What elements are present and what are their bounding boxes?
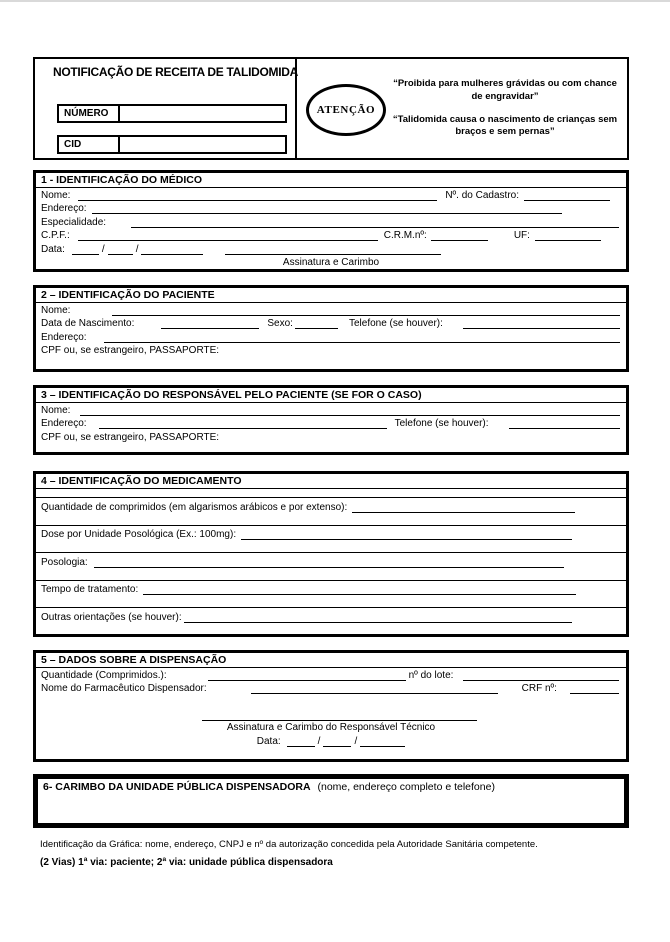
medicamento-row-dose (36, 526, 626, 554)
dispensacao-lote-label: nº do lote: (408, 669, 454, 681)
medico-crm-line[interactable] (431, 240, 488, 241)
dispensacao-data-mes-line[interactable] (323, 746, 351, 747)
section-medicamento (33, 471, 629, 637)
medicamento-dose-label: Dose por Unidade Posológica (Ex.: 100mg): (41, 529, 237, 541)
numero-value-cell[interactable] (120, 106, 285, 121)
medico-row-nome (36, 188, 626, 202)
date-separator: / (317, 735, 321, 747)
dispensacao-data-label: Data: (256, 735, 281, 747)
dispensacao-row-farmaceutico (36, 682, 626, 696)
responsavel-row-cpf (36, 430, 626, 444)
medicamento-posologia-label: Posologia: (41, 556, 88, 568)
medicamento-outras-line[interactable] (184, 622, 572, 623)
carimbo-title-normal: (nome, endereço completo e telefone) (317, 781, 495, 793)
medicamento-posologia-line[interactable] (94, 567, 564, 568)
paciente-row-nascimento (36, 317, 626, 331)
paciente-nascimento-line[interactable] (161, 328, 259, 329)
section-carimbo-title (38, 779, 624, 793)
warning-children: “Talidomida causa o nascimento de crianças sem braços e sem pernas” (392, 114, 618, 138)
footer-grafica-note: Identificação da Gráfica: nome, endereço, CNPJ e nº da autorização concedida pela Autoridade Sanitária competente. (40, 839, 538, 850)
paciente-nome-line[interactable] (112, 315, 620, 316)
warning-pregnancy: “Proibida para mulheres grávidas ou com chance de engravidar” (393, 78, 617, 102)
section-carimbo (33, 774, 629, 828)
numero-label: NÚMERO (59, 106, 120, 121)
medicamento-tempo-line[interactable] (143, 594, 576, 595)
medicamento-row-posologia (36, 553, 626, 581)
medico-row-especialidade (36, 215, 626, 229)
medico-uf-line[interactable] (535, 240, 601, 241)
medico-crm-label: C.R.M.nº: (383, 230, 427, 241)
medicamento-outras-label: Outras orientações (se houver): (41, 611, 182, 623)
header-right-cell (297, 59, 627, 158)
medico-uf-label: UF: (513, 230, 530, 241)
medico-data-mes-line[interactable] (108, 254, 133, 255)
medico-cpf-label: C.P.F.: (41, 230, 70, 241)
paciente-sexo-line[interactable] (295, 328, 338, 329)
medico-cadastro-line[interactable] (524, 200, 610, 201)
responsavel-nome-label: Nome: (41, 404, 71, 416)
dispensacao-assinatura-caption: Assinatura e Carimbo do Responsável Técnico (226, 722, 436, 733)
dispensacao-data-dia-line[interactable] (287, 746, 315, 747)
medicamento-empty-row (36, 489, 626, 498)
medico-row-cpf (36, 229, 626, 243)
section-responsavel (33, 385, 629, 455)
section-responsavel-title: 3 – IDENTIFICAÇÃO DO RESPONSÁVEL PELO PACIENTE (SE FOR O CASO) (36, 388, 626, 403)
medico-row-data (36, 242, 626, 256)
medico-cadastro-label: Nº. do Cadastro: (445, 189, 519, 201)
medico-data-ano-line[interactable] (141, 254, 203, 255)
medico-nome-label: Nome: (41, 189, 71, 201)
medico-cpf-line[interactable] (78, 240, 378, 241)
section-dispensacao (33, 650, 629, 762)
numero-box (57, 104, 287, 123)
paciente-endereco-line[interactable] (104, 342, 620, 343)
medicamento-row-outras (36, 608, 626, 636)
dispensacao-crf-label: CRF nº: (521, 683, 557, 694)
section-medico-title: 1 - IDENTIFICAÇÃO DO MÉDICO (36, 173, 626, 188)
cid-label: CID (59, 137, 120, 152)
medico-especialidade-line[interactable] (131, 227, 619, 228)
medicamento-quantidade-line[interactable] (352, 512, 575, 513)
responsavel-cpf-passaporte-label: CPF ou, se estrangeiro, PASSAPORTE: (41, 431, 220, 443)
paciente-endereco-label: Endereço: (41, 331, 87, 343)
medico-row-endereco (36, 202, 626, 216)
attention-badge: ATENÇÃO (306, 84, 386, 136)
date-separator: / (354, 735, 358, 747)
paciente-telefone-label: Telefone (se houver): (348, 318, 443, 329)
paciente-nascimento-label: Data de Nascimento: (41, 318, 135, 329)
dispensacao-row-data (36, 734, 626, 748)
dispensacao-quantidade-line[interactable] (208, 680, 406, 681)
paciente-cpf-passaporte-label: CPF ou, se estrangeiro, PASSAPORTE: (41, 345, 220, 356)
date-separator: / (135, 243, 139, 255)
responsavel-nome-line[interactable] (80, 415, 620, 416)
paciente-sexo-label: Sexo: (267, 318, 293, 329)
date-separator: / (101, 243, 105, 255)
header-left-cell (35, 59, 297, 158)
page-top-edge (0, 0, 670, 2)
dispensacao-quantidade-label: Quantidade (Comprimidos.): (41, 669, 167, 681)
warning-block (389, 78, 621, 138)
medico-especialidade-label: Especialidade: (41, 216, 107, 228)
header-table (33, 57, 629, 160)
responsavel-telefone-line[interactable] (509, 428, 620, 429)
section-paciente-title: 2 – IDENTIFICAÇÃO DO PACIENTE (36, 288, 626, 303)
responsavel-endereco-line[interactable] (99, 428, 387, 429)
form-title: NOTIFICAÇÃO DE RECEITA DE TALIDOMIDA (53, 65, 298, 79)
responsavel-row-nome (36, 403, 626, 417)
medico-assinatura-caption: Assinatura e Carimbo (282, 256, 380, 268)
responsavel-row-endereco (36, 417, 626, 431)
carimbo-title-bold: 6- CARIMBO DA UNIDADE PÚBLICA DISPENSADORA (43, 781, 311, 793)
responsavel-endereco-label: Endereço: (41, 418, 87, 429)
medico-data-dia-line[interactable] (72, 254, 99, 255)
medicamento-tempo-label: Tempo de tratamento: (41, 584, 139, 596)
medico-endereco-label: Endereço: (41, 203, 87, 214)
footer-vias-note: (2 Vias) 1ª via: paciente; 2ª via: unidade pública dispensadora (40, 857, 333, 868)
cid-box (57, 135, 287, 154)
dispensacao-data-ano-line[interactable] (360, 746, 405, 747)
medico-data-label: Data: (41, 243, 65, 255)
paciente-nome-label: Nome: (41, 304, 71, 316)
responsavel-telefone-label: Telefone (se houver): (394, 418, 489, 429)
paciente-row-nome (36, 303, 626, 317)
dispensacao-row-quantidade (36, 668, 626, 682)
paciente-telefone-line[interactable] (463, 328, 620, 329)
medicamento-dose-line[interactable] (241, 539, 572, 540)
medico-endereco-line[interactable] (92, 213, 562, 214)
dispensacao-farmaceutico-label: Nome do Farmacêutico Dispensador: (41, 683, 207, 694)
dispensacao-lote-line[interactable] (463, 680, 619, 681)
paciente-row-cpf (36, 344, 626, 358)
medicamento-quantidade-label: Quantidade de comprimidos (em algarismos arábicos e por extenso): (41, 501, 348, 513)
dispensacao-farmaceutico-line[interactable] (251, 693, 498, 694)
paciente-row-endereco (36, 330, 626, 344)
section-paciente (33, 285, 629, 372)
medico-assinatura-line[interactable] (225, 254, 441, 255)
dispensacao-signature-gap (36, 695, 626, 720)
medicamento-row-quantidade (36, 498, 626, 526)
section-dispensacao-title: 5 – DADOS SOBRE A DISPENSAÇÃO (36, 653, 626, 668)
section-medico (33, 170, 629, 272)
medicamento-row-tempo (36, 581, 626, 609)
medico-nome-line[interactable] (78, 200, 437, 201)
dispensacao-crf-line[interactable] (570, 693, 619, 694)
section-medicamento-title: 4 – IDENTIFICAÇÃO DO MEDICAMENTO (36, 474, 626, 489)
cid-value-cell[interactable] (120, 137, 285, 152)
